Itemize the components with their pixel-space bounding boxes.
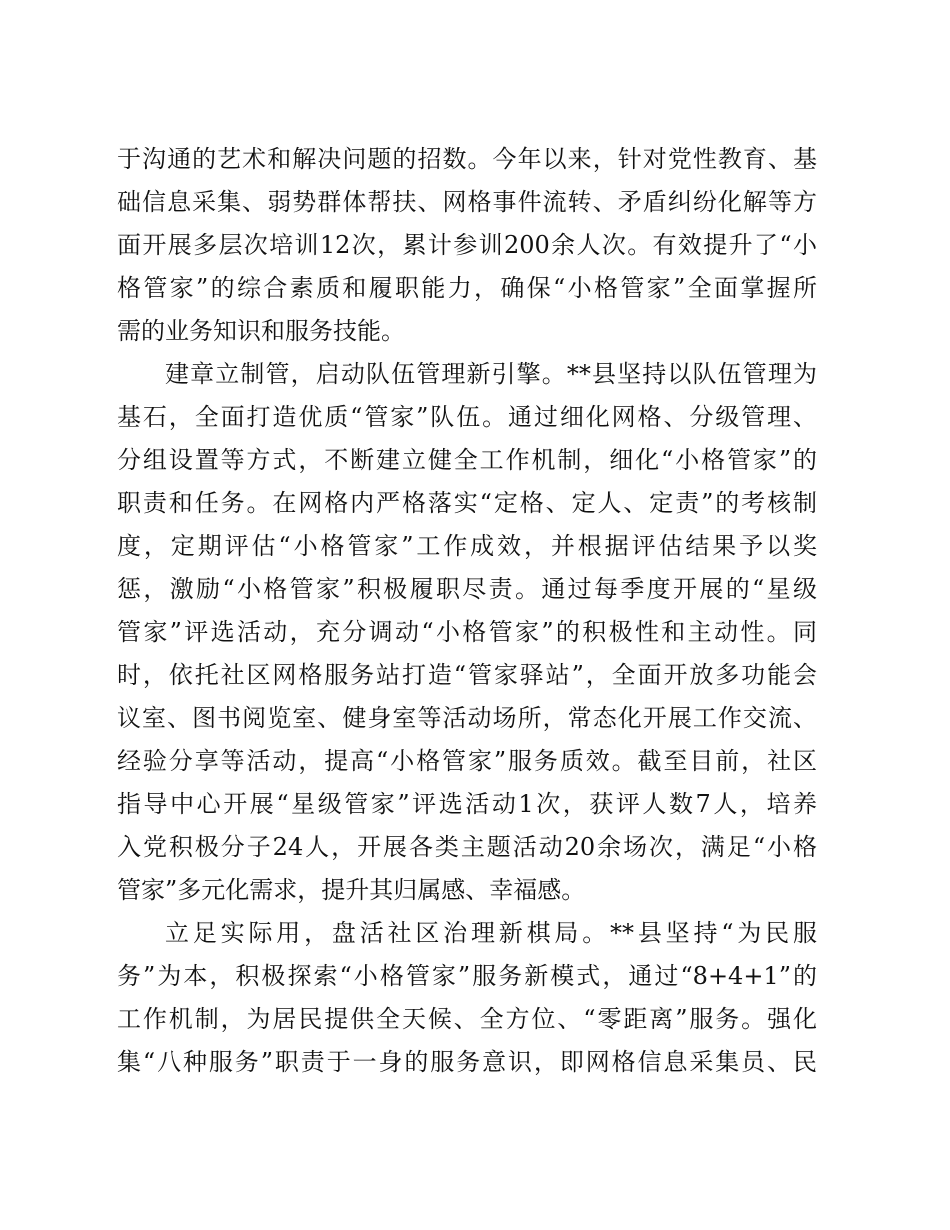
text-line: 需的业务知识和服务技能。 bbox=[117, 317, 405, 345]
text-line: 议室、图书阅览室、健身室等活动场所，常态化开展工作交流、 bbox=[117, 704, 817, 732]
text-line: 职责和任务。在网格内严格落实“定格、定人、定责”的考核制 bbox=[117, 489, 817, 517]
text-line: 于沟通的艺术和解决问题的招数。今年以来，针对党性教育、基 bbox=[117, 145, 817, 173]
text-line: 务”为本，积极探索“小格管家”服务新模式，通过“8+4+1”的 bbox=[117, 962, 817, 990]
text-line: 惩，激励“小格管家”积极履职尽责。通过每季度开展的“星级 bbox=[117, 575, 817, 603]
text-line: 管家”多元化需求，提升其归属感、幸福感。 bbox=[117, 876, 586, 904]
text-line: 入党积极分子24人，开展各类主题活动20余场次，满足“小格 bbox=[117, 833, 817, 861]
text-line: 指导中心开展“星级管家”评选活动1次，获评人数7人，培养 bbox=[117, 790, 817, 818]
text-line: 础信息采集、弱势群体帮扶、网格事件流转、矛盾纠纷化解等方 bbox=[117, 188, 817, 216]
paragraph-1 bbox=[117, 138, 817, 353]
text-line: 集“八种服务”职责于一身的服务意识，即网格信息采集员、民 bbox=[117, 1048, 817, 1076]
text-line: 管家”评选活动，充分调动“小格管家”的积极性和主动性。同 bbox=[117, 618, 817, 646]
paragraph-3 bbox=[117, 912, 817, 1084]
text-line: 度，定期评估“小格管家”工作成效，并根据评估结果予以奖 bbox=[117, 532, 817, 560]
text-line: 工作机制，为居民提供全天候、全方位、“零距离”服务。强化 bbox=[117, 1005, 817, 1033]
text-line: 经验分享等活动，提高“小格管家”服务质效。截至目前，社区 bbox=[117, 747, 817, 775]
text-line: 分组设置等方式，不断建立健全工作机制，细化“小格管家”的 bbox=[117, 446, 817, 474]
text-line: 时，依托社区网格服务站打造“管家驿站”，全面开放多功能会 bbox=[117, 661, 817, 689]
document-body bbox=[117, 138, 817, 1084]
text-line: 面开展多层次培训12次，累计参训200余人次。有效提升了“小 bbox=[117, 231, 817, 259]
paragraph-2 bbox=[117, 353, 817, 912]
text-line: 格管家”的综合素质和履职能力，确保“小格管家”全面掌握所 bbox=[117, 274, 817, 302]
text-line: 立足实际用，盘活社区治理新棋局。**县坚持“为民服 bbox=[165, 919, 817, 947]
text-line: 建章立制管，启动队伍管理新引擎。**县坚持以队伍管理为 bbox=[165, 360, 817, 388]
text-line: 基石，全面打造优质“管家”队伍。通过细化网格、分级管理、 bbox=[117, 403, 817, 431]
